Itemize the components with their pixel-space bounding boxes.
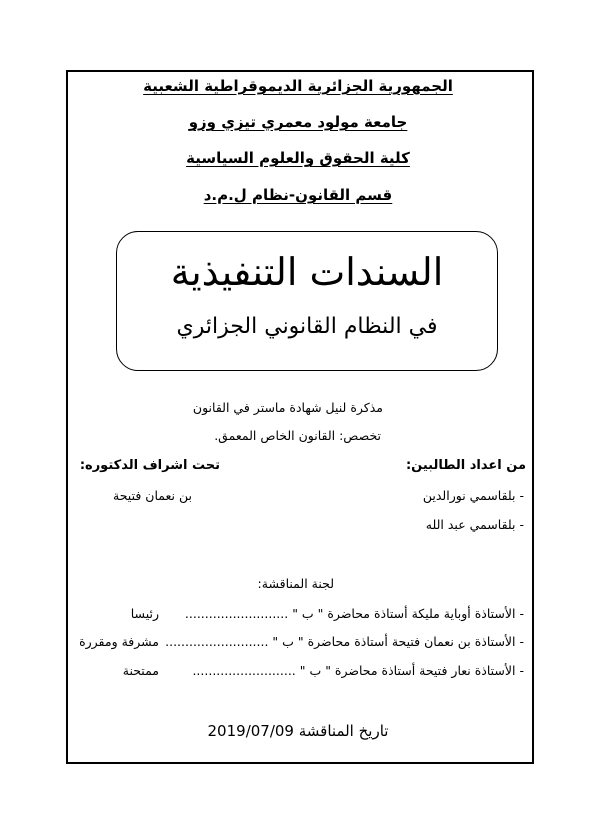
supervisor-name: بن نعمان فتيحة <box>113 488 192 503</box>
committee-role: مشرفة ومقررة <box>79 634 159 649</box>
committee-heading: لجنة المناقشة: <box>257 576 334 591</box>
department-name: قسم القانون-نظام ل.م.د <box>203 186 393 204</box>
supervisor-heading: تحت اشراف الدكتوره: <box>79 458 220 473</box>
thesis-subtitle: في النظام القانوني الجزائري <box>176 314 438 339</box>
students-heading: من اعداد الطالبين: <box>405 458 526 473</box>
student-name: - بلقاسمي نورالدين <box>422 488 524 503</box>
thesis-purpose: مذكرة لنيل شهادة ماستر في القانون <box>192 400 383 415</box>
thesis-specialty: تخصص: القانون الخاص المعمق. <box>214 428 381 443</box>
committee-member: - الأستاذة نعار فتيحة أستاذة محاضرة " ب " .......................... <box>192 663 524 678</box>
page-border <box>66 70 534 764</box>
committee-member: - الأستاذة أوباية مليكة أستاذة محاضرة " ب " .......................... <box>184 606 524 621</box>
student-name: - بلقاسمي عبد الله <box>425 517 524 532</box>
committee-role: رئيسا <box>130 606 159 621</box>
defense-date: تاريخ المناقشة 2019/07/09 <box>207 722 389 740</box>
committee-role: ممتحنة <box>122 663 159 678</box>
university-name: جامعة مولود معمري تيزي وزو <box>188 113 408 131</box>
committee-member: - الأستاذة بن نعمان فتيحة أستاذة محاضرة " ب " .......................... <box>165 634 524 649</box>
title-box <box>116 231 498 371</box>
thesis-title: السندات التنفيذية <box>170 250 444 294</box>
faculty-name: كلية الحقوق والعلوم السياسية <box>186 149 410 167</box>
republic-name: الجمهورية الجزائرية الديموقراطية الشعبية <box>143 77 453 95</box>
